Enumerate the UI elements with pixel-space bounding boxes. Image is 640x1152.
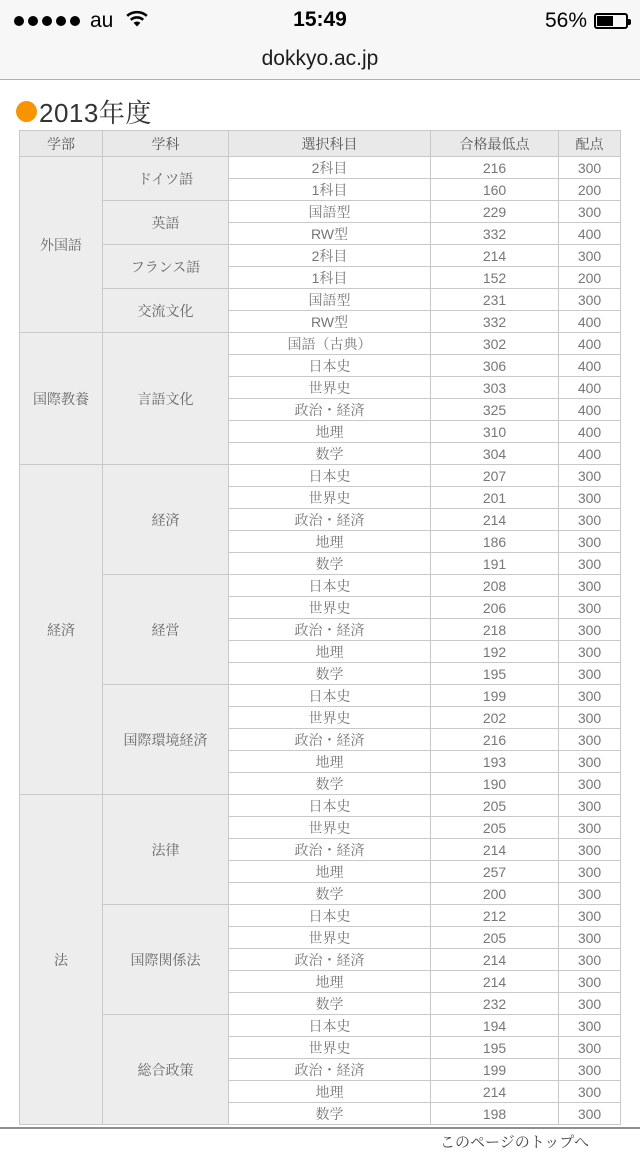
subject-cell: 日本史 [229, 575, 431, 597]
subject-cell: 世界史 [229, 1037, 431, 1059]
back-to-top-link[interactable]: このページのトップへ [440, 1134, 589, 1151]
points-cell: 300 [559, 597, 621, 619]
department-cell: 英語 [103, 201, 229, 245]
column-header: 学部 [20, 131, 103, 157]
min-score-cell: 257 [431, 861, 559, 883]
points-cell: 300 [559, 465, 621, 487]
min-score-cell: 214 [431, 839, 559, 861]
carrier-label: au [90, 9, 114, 32]
column-header: 選択科目 [229, 131, 431, 157]
subject-cell: 地理 [229, 861, 431, 883]
status-right [545, 9, 628, 33]
department-cell: フランス語 [103, 245, 229, 289]
min-score-cell: 214 [431, 1081, 559, 1103]
subject-cell: 地理 [229, 751, 431, 773]
points-cell: 300 [559, 773, 621, 795]
subject-cell: 数学 [229, 443, 431, 465]
battery-percent-label: 56% [544, 9, 587, 32]
min-score-cell: 212 [431, 905, 559, 927]
table-row [20, 157, 621, 179]
subject-cell: 世界史 [229, 377, 431, 399]
min-score-cell: 218 [431, 619, 559, 641]
points-cell: 300 [559, 1081, 621, 1103]
min-score-cell: 191 [431, 553, 559, 575]
min-score-cell: 190 [431, 773, 559, 795]
points-cell: 300 [559, 729, 621, 751]
min-score-cell: 199 [431, 685, 559, 707]
url-bar[interactable] [0, 40, 640, 78]
table-row [20, 333, 621, 355]
table-row [20, 289, 621, 311]
table-row [20, 795, 621, 817]
min-score-cell: 195 [431, 663, 559, 685]
points-cell: 300 [559, 663, 621, 685]
points-cell: 300 [559, 201, 621, 223]
points-cell: 300 [559, 751, 621, 773]
subject-cell: 日本史 [229, 795, 431, 817]
subject-cell: 政治・経済 [229, 509, 431, 531]
subject-cell: 地理 [229, 641, 431, 663]
points-cell: 400 [559, 443, 621, 465]
table-row [20, 905, 621, 927]
points-cell: 300 [559, 575, 621, 597]
subject-cell: 地理 [229, 421, 431, 443]
admission-scores-table [19, 130, 621, 1125]
faculty-cell: 法 [20, 795, 103, 1125]
points-cell: 300 [559, 861, 621, 883]
min-score-cell: 205 [431, 927, 559, 949]
points-cell: 400 [559, 421, 621, 443]
min-score-cell: 310 [431, 421, 559, 443]
subject-cell: 日本史 [229, 905, 431, 927]
min-score-cell: 304 [431, 443, 559, 465]
min-score-cell: 152 [431, 267, 559, 289]
points-cell: 300 [559, 949, 621, 971]
subject-cell: 世界史 [229, 927, 431, 949]
points-cell: 300 [559, 883, 621, 905]
faculty-cell: 経済 [20, 465, 103, 795]
department-cell: 国際関係法 [103, 905, 229, 1015]
subject-cell: 地理 [229, 971, 431, 993]
points-cell: 300 [559, 531, 621, 553]
points-cell: 400 [559, 333, 621, 355]
table-row [20, 201, 621, 223]
subject-cell: 日本史 [229, 685, 431, 707]
faculty-cell: 国際教養 [20, 333, 103, 465]
min-score-cell: 231 [431, 289, 559, 311]
min-score-cell: 332 [431, 223, 559, 245]
subject-cell: 政治・経済 [229, 399, 431, 421]
table-row [20, 685, 621, 707]
points-cell: 300 [559, 905, 621, 927]
subject-cell: 地理 [229, 1081, 431, 1103]
department-cell: 言語文化 [103, 333, 229, 465]
status-clock: 15:49 [293, 8, 347, 31]
min-score-cell: 306 [431, 355, 559, 377]
min-score-cell: 192 [431, 641, 559, 663]
section-heading [16, 93, 152, 130]
department-cell: 法律 [103, 795, 229, 905]
subject-cell: 数学 [229, 883, 431, 905]
points-cell: 300 [559, 993, 621, 1015]
points-cell: 400 [559, 399, 621, 421]
min-score-cell: 214 [431, 245, 559, 267]
min-score-cell: 194 [431, 1015, 559, 1037]
min-score-cell: 325 [431, 399, 559, 421]
table-row [20, 245, 621, 267]
subject-cell: 数学 [229, 993, 431, 1015]
department-cell: 総合政策 [103, 1015, 229, 1125]
browser-top-chrome [0, 0, 640, 80]
subject-cell: 数学 [229, 553, 431, 575]
table-header-row [20, 131, 621, 157]
subject-cell: 1科目 [229, 267, 431, 289]
min-score-cell: 201 [431, 487, 559, 509]
min-score-cell: 208 [431, 575, 559, 597]
points-cell: 400 [559, 355, 621, 377]
min-score-cell: 199 [431, 1059, 559, 1081]
min-score-cell: 303 [431, 377, 559, 399]
min-score-cell: 193 [431, 751, 559, 773]
points-cell: 300 [559, 245, 621, 267]
points-cell: 300 [559, 817, 621, 839]
points-cell: 300 [559, 795, 621, 817]
min-score-cell: 216 [431, 157, 559, 179]
subject-cell: 世界史 [229, 707, 431, 729]
points-cell: 300 [559, 707, 621, 729]
min-score-cell: 207 [431, 465, 559, 487]
subject-cell: 日本史 [229, 465, 431, 487]
subject-cell: 数学 [229, 663, 431, 685]
subject-cell: 国語（古典） [229, 333, 431, 355]
subject-cell: 数学 [229, 773, 431, 795]
footer-divider [0, 1127, 640, 1129]
points-cell: 200 [559, 179, 621, 201]
points-cell: 300 [559, 1059, 621, 1081]
points-cell: 300 [559, 1103, 621, 1125]
min-score-cell: 206 [431, 597, 559, 619]
department-cell: 経営 [103, 575, 229, 685]
subject-cell: 世界史 [229, 597, 431, 619]
points-cell: 300 [559, 157, 621, 179]
points-cell: 300 [559, 641, 621, 663]
subject-cell: 政治・経済 [229, 1059, 431, 1081]
table-row [20, 575, 621, 597]
points-cell: 300 [559, 839, 621, 861]
battery-icon [594, 13, 628, 29]
subject-cell: 数学 [229, 1103, 431, 1125]
min-score-cell: 200 [431, 883, 559, 905]
department-cell: 国際環境経済 [103, 685, 229, 795]
subject-cell: 2科目 [229, 245, 431, 267]
points-cell: 300 [559, 1037, 621, 1059]
status-bar [0, 0, 640, 40]
min-score-cell: 214 [431, 971, 559, 993]
url-text[interactable]: dokkyo.ac.jp [261, 47, 379, 70]
points-cell: 200 [559, 267, 621, 289]
bullet-icon [16, 101, 37, 122]
min-score-cell: 232 [431, 993, 559, 1015]
min-score-cell: 302 [431, 333, 559, 355]
points-cell: 300 [559, 289, 621, 311]
points-cell: 300 [559, 1015, 621, 1037]
points-cell: 300 [559, 927, 621, 949]
column-header: 配点 [559, 131, 621, 157]
subject-cell: RW型 [229, 311, 431, 333]
web-page-content [0, 81, 640, 1136]
min-score-cell: 160 [431, 179, 559, 201]
subject-cell: 日本史 [229, 355, 431, 377]
points-cell: 400 [559, 377, 621, 399]
subject-cell: 国語型 [229, 201, 431, 223]
subject-cell: 1科目 [229, 179, 431, 201]
table-row [20, 1015, 621, 1037]
min-score-cell: 214 [431, 509, 559, 531]
subject-cell: 国語型 [229, 289, 431, 311]
min-score-cell: 332 [431, 311, 559, 333]
points-cell: 300 [559, 619, 621, 641]
department-cell: ドイツ語 [103, 157, 229, 201]
column-header: 学科 [103, 131, 229, 157]
min-score-cell: 205 [431, 795, 559, 817]
department-cell: 交流文化 [103, 289, 229, 333]
min-score-cell: 198 [431, 1103, 559, 1125]
min-score-cell: 214 [431, 949, 559, 971]
subject-cell: 2科目 [229, 157, 431, 179]
min-score-cell: 202 [431, 707, 559, 729]
min-score-cell: 195 [431, 1037, 559, 1059]
subject-cell: 日本史 [229, 1015, 431, 1037]
min-score-cell: 205 [431, 817, 559, 839]
points-cell: 400 [559, 223, 621, 245]
subject-cell: 政治・経済 [229, 839, 431, 861]
subject-cell: 世界史 [229, 487, 431, 509]
points-cell: 300 [559, 971, 621, 993]
points-cell: 300 [559, 553, 621, 575]
department-cell: 経済 [103, 465, 229, 575]
column-header: 合格最低点 [431, 131, 559, 157]
min-score-cell: 229 [431, 201, 559, 223]
section-heading-text: 2013年度 [39, 98, 152, 128]
subject-cell: 地理 [229, 531, 431, 553]
subject-cell: 政治・経済 [229, 619, 431, 641]
points-cell: 300 [559, 487, 621, 509]
faculty-cell: 外国語 [20, 157, 103, 333]
min-score-cell: 216 [431, 729, 559, 751]
subject-cell: 世界史 [229, 817, 431, 839]
min-score-cell: 186 [431, 531, 559, 553]
points-cell: 300 [559, 685, 621, 707]
points-cell: 300 [559, 509, 621, 531]
subject-cell: 政治・経済 [229, 949, 431, 971]
subject-cell: RW型 [229, 223, 431, 245]
table-row [20, 465, 621, 487]
subject-cell: 政治・経済 [229, 729, 431, 751]
points-cell: 400 [559, 311, 621, 333]
